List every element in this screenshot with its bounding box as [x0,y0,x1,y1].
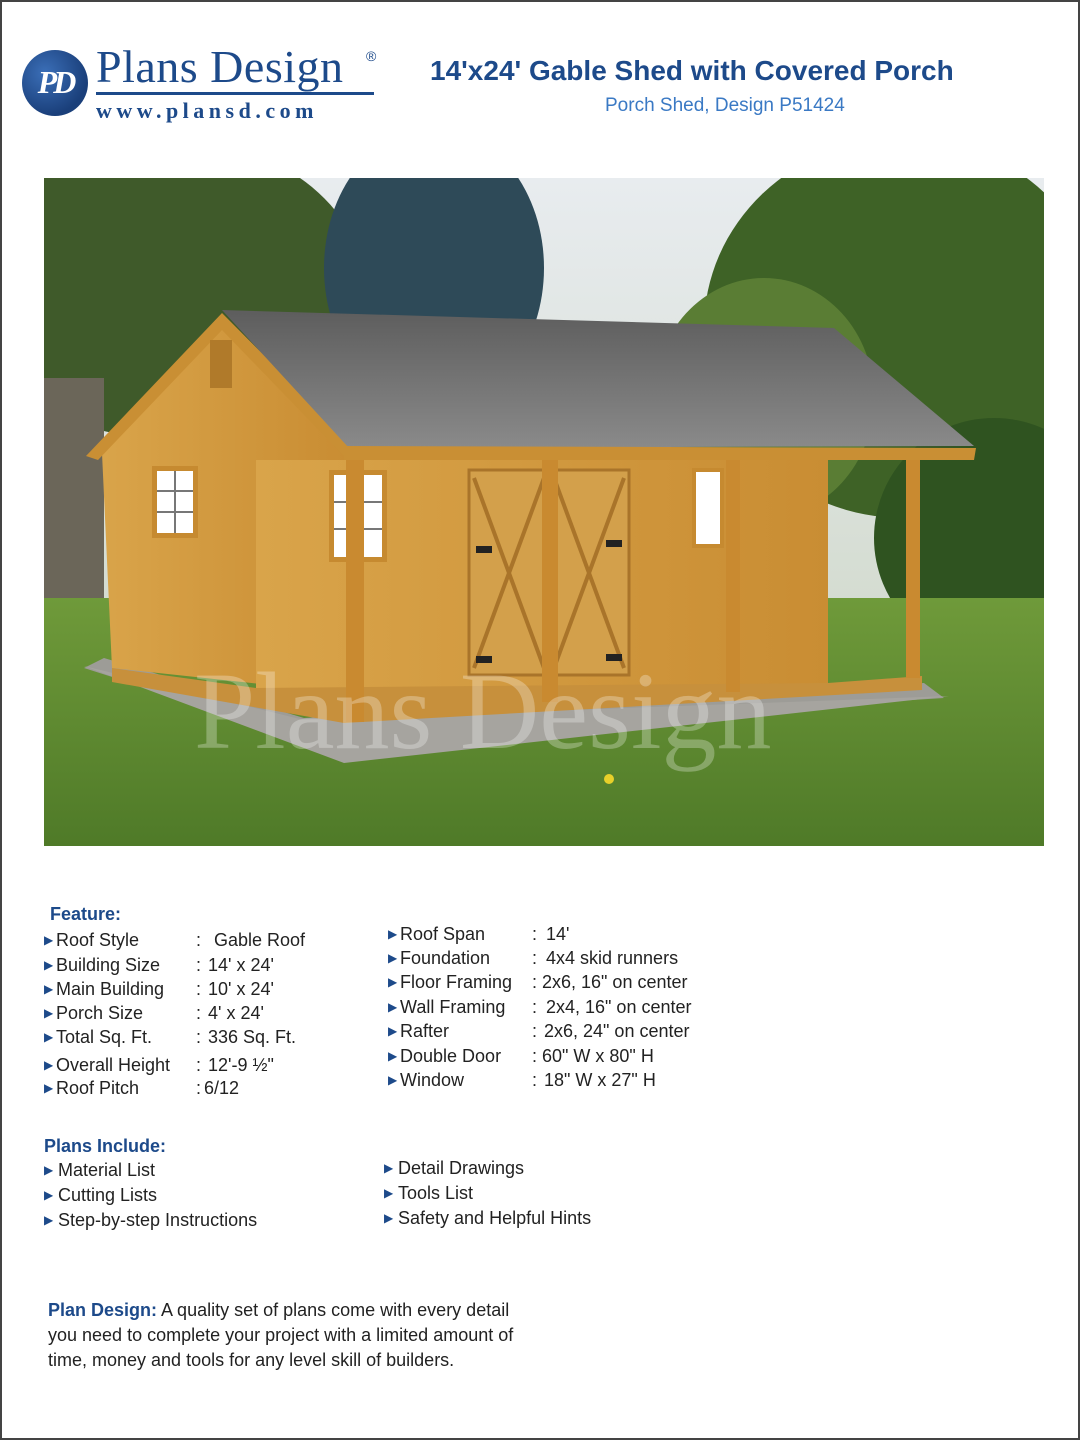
bullet-icon: ▶ [384,1186,394,1200]
shed-photo [44,178,1044,846]
shed-illustration [44,178,1044,846]
bullet-icon: ▶ [44,958,54,972]
plan-description [48,1298,608,1373]
bullet-icon: ▶ [388,951,398,965]
description-line-1: A quality set of plans come with every detail [157,1300,510,1320]
page-subtitle: Porch Shed, Design P51424 [605,95,845,116]
brand-underline [96,92,374,95]
description-lead: Plan Design: [48,1300,158,1320]
feature-heading: Feature: [50,904,122,924]
plans-include-heading: Plans Include: [44,1136,167,1156]
brand-url: www.plansd.com [96,98,318,123]
registered-mark: ® [366,48,377,64]
bullet-icon: ▶ [44,933,54,947]
bullet-icon: ▶ [44,1030,54,1044]
bullet-icon: ▶ [384,1161,394,1175]
bullet-icon: ▶ [388,1049,398,1063]
description-line-2: you need to complete your project with a limited amount of [48,1325,514,1345]
bullet-icon: ▶ [44,1006,54,1020]
bullet-icon: ▶ [44,1213,54,1227]
bullet-icon: ▶ [384,1211,394,1225]
brand-name: Plans Design [96,41,344,92]
bullet-icon: ▶ [44,982,54,996]
bullet-icon: ▶ [44,1163,54,1177]
photo-watermark: Plans Design [194,650,772,772]
bullet-icon: ▶ [388,1024,398,1038]
logo-letters: PD [37,64,73,100]
page-title: 14'x24' Gable Shed with Covered Porch [430,55,954,86]
bullet-icon: ▶ [44,1188,54,1202]
bullet-icon: ▶ [388,975,398,989]
description-line-3: time, money and tools for any level skill of builders. [48,1350,455,1370]
bullet-icon: ▶ [388,1000,398,1014]
bullet-icon: ▶ [44,1081,54,1095]
bullet-icon: ▶ [388,927,398,941]
plans-design-logo-icon [22,50,88,116]
bullet-icon: ▶ [44,1058,54,1072]
bullet-icon: ▶ [388,1073,398,1087]
